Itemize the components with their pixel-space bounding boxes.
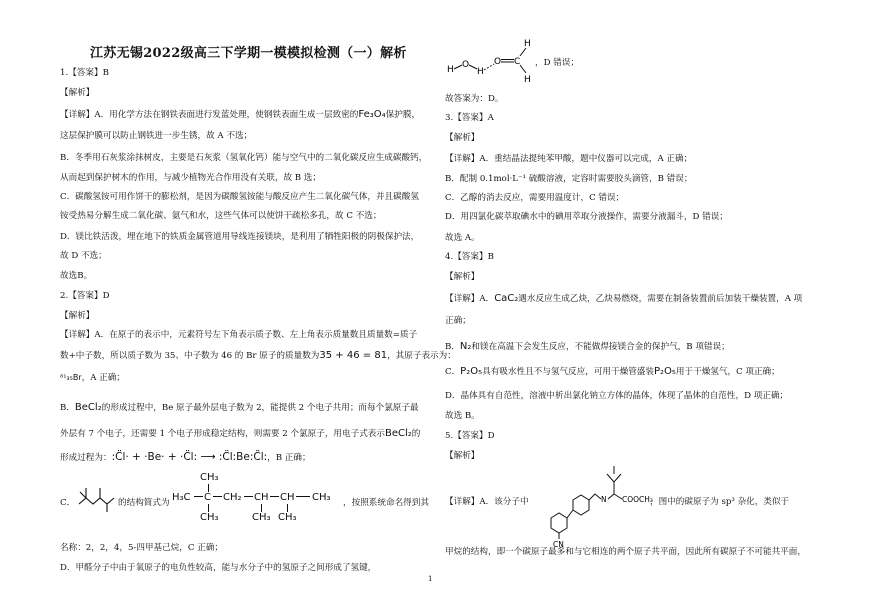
q4-b-label: B． [445,342,460,352]
water-h2: H [477,67,484,77]
formula-fe3o4: Fe₃O₄ [358,109,386,120]
formula-becl2: BeCl₂ [74,402,102,413]
mass-number-equation: 35 + 46 = 81 [319,350,388,361]
formula-becl2-2: BeCl₂ [384,428,412,439]
formula-n2: N₂ [459,341,472,352]
page-number: 1 [428,575,433,583]
q1-option-b-line1: B．冬季用石灰浆涂抹树皮，主要是石灰浆（氢氧化钙）能与空气中的二氧化碳反应生成碳酸钙， [60,153,428,163]
group-ch3-end: CH₃ [312,492,331,503]
skeletal-structure [78,484,116,514]
q1-option-a-line2: 这层保护膜可以防止钢铁进一步生锈，故 A 不选； [60,131,253,141]
q3-option-c: C．乙醇的消去反应，需要用温度计，C 错误； [445,193,625,203]
group-ch-1: CH [254,492,269,503]
q4-option-c [445,366,780,378]
q1-a-text2: 保护膜， [385,110,421,120]
group-ch3-c4: CH₃ [252,512,271,523]
water-h1: H [447,65,454,75]
formaldehyde-c: C [514,57,521,67]
q2-option-a-line2 [60,350,456,362]
q4-answer: 4.【答案】B [445,252,494,262]
ester-group: COOCH₃ [622,495,653,504]
q4-option-b [445,341,730,353]
q1-option-b-line2: 从而起到保护树木的作用，与减少植物光合作用没有关联，故 B 选； [60,173,321,183]
q4-a-text: 遇水反应生成乙炔，乙炔易燃烧，需要在制备装置前后加装干燥装置，A 项 [518,294,803,304]
group-ch2: CH₂ [223,492,242,503]
q4-option-a-line1 [445,293,802,305]
q1-option-d-line2: 故 D 不选； [60,251,107,261]
q2-b-text3: 的 [411,429,421,439]
electron-dot-equation: :C̈l· + ·Be· + ·C̈l: ⟶ :C̈l:Be:C̈l: [111,451,268,463]
q1-conclusion: 故选B。 [60,271,93,281]
q2-answer: 2.【答案】D [60,291,110,301]
formula-cac2: CaC₂ [494,293,519,304]
q3-option-b: B．配制 0.1mol·L⁻¹ 硫酸溶液，定容时需要胶头滴管，B 错误； [445,174,693,184]
page-title: 江苏无锡2022级高三下学期一模模拟检测（一）解析 [90,46,407,61]
q2-b-text4: 形成过程为： [60,453,112,463]
q2-option-a-line1: 【详解】A．在原子的表示中，元素符号左下角表示质子数、左上角表示质量数且质量数=质子 [60,330,418,340]
q2-b-text: 的形成过程中，Be 原子最外层电子数为 2，能提供 2 个电子共用；而每个氯原子最 [101,403,419,413]
q2-option-d-line1: D．甲醛分子中由于氧原子的电负性较高，能与水分子中的氢原子之间形成了氢键， [60,563,377,573]
group-ch3-c5: CH₃ [278,512,297,523]
group-h3c: H₃C [172,492,191,503]
q4-b-text: 和镁在高温下会发生反应，不能做焊接镁合金的保护气，B 项错误； [471,342,730,352]
group-ch3-bottom: CH₃ [200,512,219,523]
q3-option-d: D．用四氯化碳萃取碘水中的碘用萃取分液操作，需要分液漏斗，D 错误； [445,212,728,222]
q4-conclusion: 故选 B。 [445,411,480,421]
q1-a-text: 【详解】A．用化学方法在钢铁表面进行发蓝处理，使钢铁表面生成一层致密的 [60,110,359,120]
q5-option-a-line2: 甲烷的结构，即一个碳原子最多和与它相连的两个原子共平面，因此所有碳原子不可能共平面， [445,547,806,557]
q1-option-a-line1 [60,109,420,121]
nitrile-group: CN [553,540,564,549]
formaldehyde-h2: H [524,75,531,84]
q4-c-label: C． [445,367,461,377]
q3-option-a: 【详解】A．重结晶法提纯苯甲酸，题中仪器可以完成，A 正确； [445,154,693,164]
condensed-structure [172,472,344,526]
q2-b-text2: 外层有 7 个电子，还需要 1 个电子形成稳定结构，则需要 2 个氯原子，用电子式表示 [60,429,385,439]
group-ch-2: CH [280,492,295,503]
amine-n: N [601,495,607,504]
q2-b-text5: ，B 正确； [267,453,311,463]
q5-answer: 5.【答案】D [445,431,495,441]
q2-a-text2: ，其原子表示为： [387,351,456,361]
q1-answer: 1.【答案】B [60,68,109,78]
formula-p2o5-2: P₂O₅ [653,366,676,377]
q2-option-c-text: 的结构简式为 [118,498,170,508]
formula-p2o5: P₂O₅ [460,366,483,377]
q2-b-label: B． [60,403,75,413]
q2-option-d-suffix: ，D 错误； [535,58,579,68]
q1-option-c-line2: 铵受热易分解生成二氧化碳、氨气和水，这些气体可以使饼干疏松多孔，故 C 不选； [60,211,382,221]
q2-jiexi: 【解析】 [60,311,95,321]
q1-option-d-line1: D．镁比铁活泼，埋在地下的铁质金属管道用导线连接镁块，是利用了牺牲阳极的阴极保护法， [60,232,420,242]
q5-jiexi: 【解析】 [445,451,480,461]
q2-a-text3: ，A 正确； [81,373,125,383]
q4-a-label: 【详解】A． [445,294,495,304]
q4-c-text2: 用于干燥氢气，C 项正确； [675,367,780,377]
q1-jiexi: 【解析】 [60,88,95,98]
q2-option-b-line1 [60,402,419,414]
q5-option-a-line1-end: ，图中的碳原子为 sp³ 杂化，类似于 [650,497,790,507]
water-o: O [462,60,470,70]
q4-jiexi: 【解析】 [445,272,480,282]
q3-jiexi: 【解析】 [445,133,480,143]
q4-option-d: D．晶体具有自范性，溶液中析出氯化钠立方体的晶体，体现了晶体的自范性，D 项正确； [445,391,789,401]
bromine-isotope-symbol: ⁸¹₃₅Br [60,373,82,382]
q5-option-a-line1-start: 【详解】A．该分子中 [445,497,529,507]
q3-conclusion: 故选 A。 [445,233,480,243]
q1-option-c-line1: C．碳酸氢铵可用作饼干的膨松剂，是因为碳酸氢铵能与酸反应产生二氧化碳气体，并且碳酸氢 [60,192,419,202]
q3-answer: 3.【答案】A [445,113,494,123]
q2-option-b-line2 [60,428,420,440]
q2-option-a-line3 [60,372,125,384]
q4-option-a-line2: 正确； [445,316,471,326]
formaldehyde-o: O [494,57,502,67]
q2-option-c-name: 名称：2，2，4，5-四甲基己烷，C 正确； [60,543,223,553]
q2-option-c-text2: ，按照系统命名得到其 [343,498,429,508]
q2-option-c-label: C． [60,498,76,508]
group-ch3-top: CH₃ [200,472,219,483]
atom-c-quaternary: C [204,492,211,503]
q2-conclusion: 故答案为：D。 [445,94,504,104]
q4-c-text: 具有吸水性且不与氢气反应，可用干燥管盛装 [482,367,654,377]
q2-a-text: 数+中子数，所以质子数为 35、中子数为 46 的 Br 原子的质量数为 [60,351,320,361]
biphenyl-amino-ester-structure [533,462,658,550]
q2-option-b-line3 [60,452,311,464]
formaldehyde-h1: H [524,39,531,49]
